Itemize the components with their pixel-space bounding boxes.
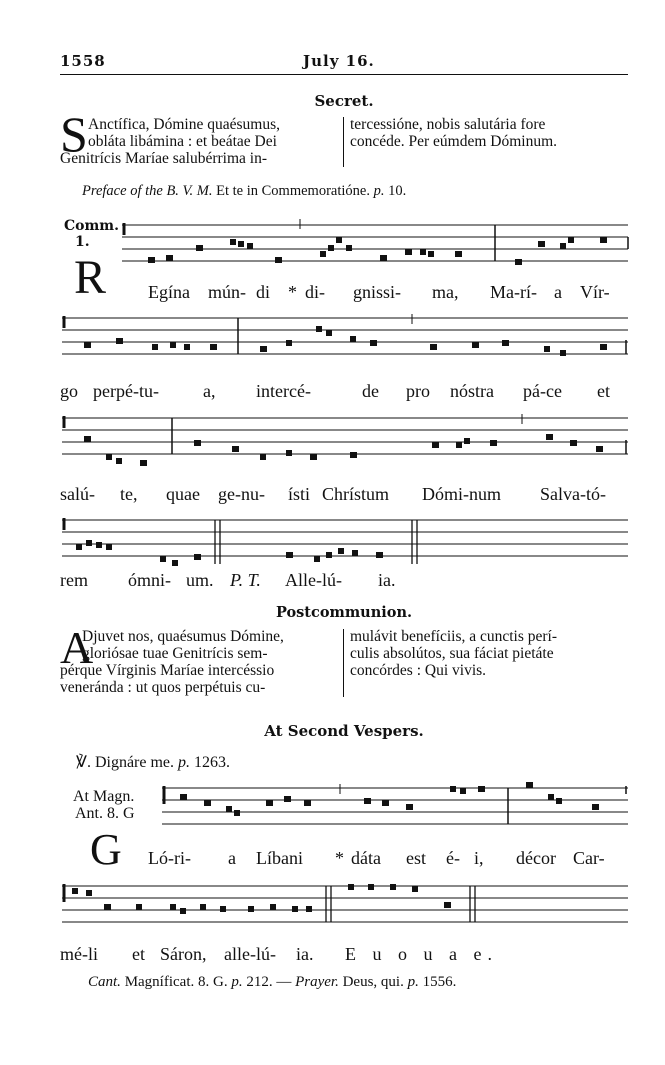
lyric: a: [554, 282, 562, 302]
footer-deus: Deus, qui.: [342, 974, 404, 990]
lyric: ómni-: [128, 570, 171, 590]
lyric: Ma-rí-: [490, 282, 537, 302]
lyric: et: [132, 944, 145, 964]
antiphon-staff-1: [160, 780, 630, 830]
communion-label: Comm.: [64, 218, 119, 234]
lyric: P. T.: [230, 570, 261, 590]
footer-p1: p.: [231, 974, 243, 990]
lyric: rem: [60, 570, 88, 590]
lyric: ge-nu-: [218, 484, 265, 504]
lyric: Alle-lú-: [285, 570, 342, 590]
secret-left-line-2: obláta libámina : et beátae Dei: [88, 133, 277, 150]
lyric: E u o u a e.: [345, 944, 498, 964]
lyric: pro: [406, 381, 430, 401]
lyric: Líbani: [256, 848, 303, 868]
preface-label: Preface: [82, 183, 127, 199]
postcommunion-right-line-2: culis absolútos, sua fáciat pietáte: [350, 645, 554, 662]
lyric: gnissi-: [353, 282, 402, 302]
lyric: mún-: [208, 282, 246, 302]
lyric: di-: [305, 282, 325, 302]
lyric: te,: [120, 484, 138, 504]
lyric: a: [228, 848, 236, 868]
lyric: a,: [203, 381, 216, 401]
lyric: i,: [474, 848, 484, 868]
footer-magnificat: Magníficat. 8. G.: [124, 974, 228, 990]
lyric: Chrístum: [322, 484, 390, 504]
postcommunion-right-line-3: concórdes : Qui vivis.: [350, 662, 487, 679]
lyric: ia.: [378, 570, 396, 590]
preface-rest: Et te in Commemoratióne.: [216, 183, 370, 199]
lyric: Ló-ri-: [148, 848, 191, 868]
lyric: pá-ce: [523, 381, 562, 401]
lyric: Dómi-num: [422, 484, 501, 504]
communion-staff-4: [60, 512, 630, 572]
lyric: ma,: [432, 282, 459, 302]
lyric: salú-: [60, 484, 95, 504]
preface-page: 10.: [388, 183, 407, 199]
lyric: alle-lú-: [224, 944, 276, 964]
lyric: ia.: [296, 944, 314, 964]
communion-mode: 1.: [75, 234, 90, 250]
footer-dash: —: [276, 974, 292, 990]
lyric: intercé-: [256, 381, 311, 401]
footer-cant: Cant.: [88, 974, 121, 990]
lyric: décor: [516, 848, 556, 868]
lyric: *: [335, 848, 344, 868]
lyric: perpé-tu-: [93, 381, 159, 401]
footer-line: [88, 974, 456, 991]
lyric: go: [60, 381, 78, 401]
footer-page2: 1556.: [422, 974, 457, 990]
lyric: est: [406, 848, 426, 868]
antiphon-initial: G: [90, 825, 122, 874]
dignare-text: ℣. Dignáre me.: [76, 754, 175, 771]
postcommunion-dropcap: A: [60, 622, 94, 673]
secret-column-divider: [343, 117, 344, 167]
postcommunion-right-line-1: mulávit benefíciis, a cunctis perí-: [350, 628, 558, 645]
lyric: quae: [166, 484, 200, 504]
dignare-page: 1263.: [194, 754, 231, 771]
communion-staff-1: [120, 215, 630, 275]
secret-left-text-1: [65, 117, 266, 134]
communion-initial: R: [74, 251, 107, 304]
secret-left-line-3: Genitrícis Maríae salubérrima in-: [60, 150, 268, 167]
lyric: um.: [186, 570, 214, 590]
communion-staff-3: [60, 410, 630, 470]
lyric: Salva-tó-: [540, 484, 606, 504]
postcommunion-title: Postcommunion.: [275, 604, 413, 621]
secret-right-line-1: tercessióne, nobis salutária fore: [350, 116, 546, 133]
lyric: ísti: [288, 484, 311, 504]
dignare-line: [76, 752, 230, 772]
lyric: de: [362, 381, 379, 401]
antiphon-label-1: At Magn.: [73, 788, 135, 805]
running-date: July 16.: [303, 52, 375, 70]
preface-p: p.: [373, 183, 385, 199]
secret-left-line-1: Anctífica, Dómine quaésumus,: [88, 117, 336, 134]
footer-p2: p.: [407, 974, 419, 990]
postcommunion-column-divider: [343, 629, 344, 697]
lyric: Egína: [148, 282, 190, 302]
page-number: 1558: [60, 52, 106, 70]
preface-line: [82, 183, 406, 200]
postcommunion-left-line-4: veneránda : ut quos perpétuis cu-: [60, 679, 266, 696]
lyric: Sáron,: [160, 944, 207, 964]
lyric: nóstra: [450, 381, 494, 401]
header-rule: [60, 74, 628, 75]
dignare-p: p.: [178, 754, 191, 771]
secret-title: Secret.: [314, 92, 374, 110]
lyric: mé-li: [60, 944, 98, 964]
postcommunion-left-line-3: pérque Vírginis Maríae intercéssio: [60, 662, 275, 679]
antiphon-staff-2: [60, 878, 630, 928]
lyric: é-: [446, 848, 460, 868]
secret-right-line-2: concéde. Per eúmdem Dóminum.: [350, 133, 558, 150]
preface-rubric: B. V. M.: [166, 183, 213, 199]
lyric: Vír-: [580, 282, 610, 302]
footer-prayer: Prayer.: [295, 974, 339, 990]
communion-staff-2: [60, 310, 630, 360]
antiphon-label-2: Ant. 8. G: [75, 805, 135, 822]
postcommunion-left-line-2: gloriósae tuae Genitrícis sem-: [82, 645, 268, 662]
lyric: di: [256, 282, 271, 302]
preface-of-the: of the: [130, 183, 163, 199]
lyric: Car-: [573, 848, 605, 868]
lyric: et: [597, 381, 610, 401]
secret-dropcap: S: [60, 106, 88, 162]
second-vespers-title: At Second Vespers.: [264, 722, 424, 740]
lyric: dáta: [351, 848, 381, 868]
footer-page1: 212.: [246, 974, 273, 990]
lyric: *: [288, 282, 297, 302]
